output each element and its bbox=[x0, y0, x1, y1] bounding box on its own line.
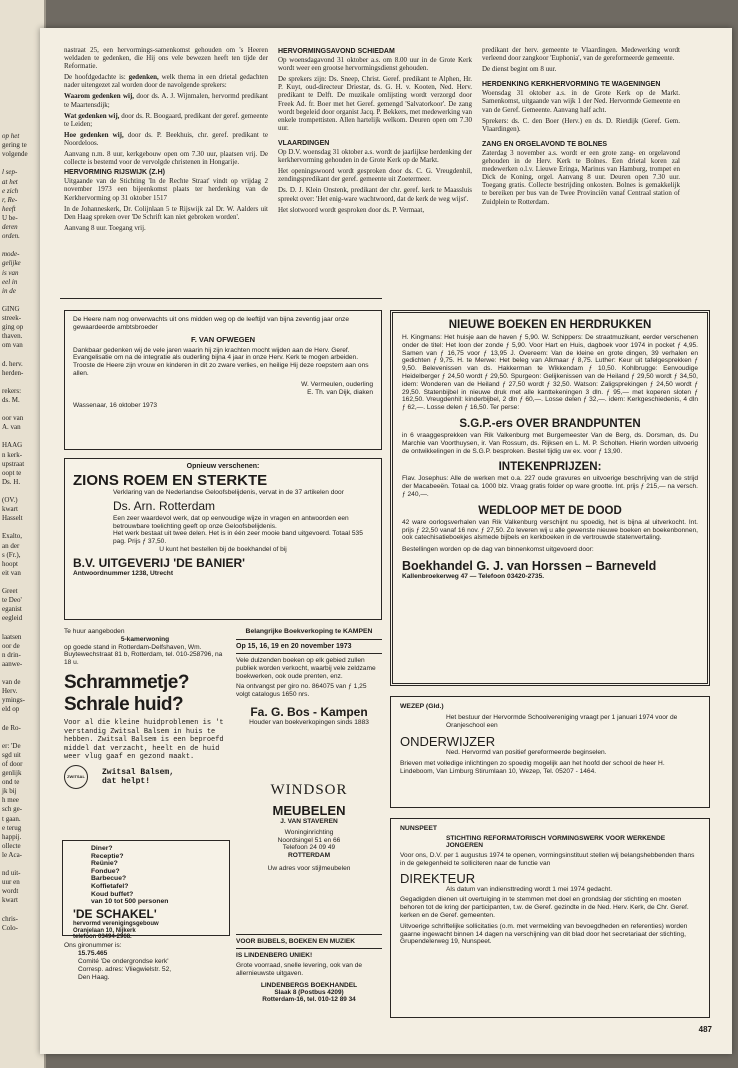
prev-page-line: op het bbox=[2, 132, 20, 140]
windsor-line-6: Uw adres voor stijlmeubelen bbox=[267, 864, 351, 872]
rent-type: 5-kamerwoning bbox=[120, 635, 170, 643]
headline-rijswijk: HERVORMING RIJSWIJK (Z.H) bbox=[64, 169, 165, 177]
banier-subtitle: Verklaring van de Nederlandse Geloofsbelijdenis, vervat in de 37 artikelen door bbox=[113, 489, 344, 496]
prev-page-line: te Deo' bbox=[2, 596, 22, 605]
prev-page-line: sgd uit bbox=[2, 750, 21, 759]
prev-page-line: Herv. bbox=[2, 687, 18, 696]
schakel-sub: hervormd verenigingsgebouw bbox=[73, 920, 159, 927]
obituary-notice bbox=[64, 310, 382, 450]
prev-page-line: (OV.) bbox=[2, 496, 18, 504]
lindenbergs-name: LINDENBERGS BOEKHANDEL bbox=[260, 981, 358, 989]
wezep-subtitle: Ned. Hervormd van positief gereformeerde beginselen. bbox=[446, 748, 607, 756]
prev-page-line: jk bij bbox=[2, 787, 17, 796]
col1-para-1: nastraat 25, een hervormings-samenkomst gehouden om 's Heeren weldaden te gedenken, die Hij ons vele bewezen heeft ten tijde der Reformatie. bbox=[64, 46, 268, 71]
wezep-title: ONDERWIJZER bbox=[400, 733, 496, 749]
horssen-list: H. Kingmans: Het huisje aan de haven ƒ 5,90. W. Schippers: De straatmuzikant, eerder verschenen onder de titel: Het loon der zonde ƒ 5,90. Voor Hart en Huis, dagboek voor 1974 in pocket ƒ 4,95. Samen van ƒ 16,75 voor ƒ 13,95 J. Overeem: Van de kleine en grote dingen, 39 verhalen en gedichten ƒ 9,75. H. te Merwe: Het beleg van Alkmaar ƒ 8,75. Luther: Keur uit tafelgesprekken ƒ 9,50. Belevenissen van ds. Hakkerman te Wikkendam ƒ 10,50. Kohlbrugge: Eenvoudige Heidelberger ƒ 24,50 wordt ƒ 29,50. Spurgeon: Gelijkenissen van de Heiland ƒ 29,50 wordt ƒ 34,50, idem: Wonderen van de Heiland ƒ 27,50 wordt ƒ 32,50. Watson: Zaligsprekingen ƒ 24,50 wordt ƒ 29,50. Statenbijbel in nieuwe druk met alle kanttekeningen 3 dln. ƒ 95,— met koperen sloten ƒ 162,50. Vreugdenhil: kinderbijbel, 2 dln ƒ 60,—. Losse delen ƒ 32,—. idem: Kerkgeschiedenis, 4 dln ƒ 62,—. Losse delen ƒ 16,50. Ter perse: bbox=[402, 334, 698, 412]
prev-page-line: le Aca- bbox=[2, 850, 23, 859]
windsor-title: MEUBELEN bbox=[272, 803, 346, 818]
windsor-line-5: ROTTERDAM bbox=[287, 852, 331, 860]
prev-page-line: an der bbox=[2, 541, 20, 550]
prev-page-line: streek- bbox=[2, 314, 22, 322]
windsor-line-2: Woninginrichting bbox=[284, 828, 334, 836]
schakel-item: Receptie? bbox=[91, 852, 124, 860]
prev-page-line: GING bbox=[2, 304, 20, 313]
obit-text-1: Dankbaar gedenken wij de vele jaren waarin hij zijn krachten mocht wijden aan de Herv. Geref. Evangelisatie om na de integratie als ouderling bijna 4 jaar in onze Herv. Kerk te mogen arbeiden. bbox=[73, 346, 359, 362]
prev-page-line: oor van bbox=[2, 414, 24, 423]
horssen-heading-sgp: S.G.P.-ers OVER BRANDPUNTEN bbox=[459, 417, 641, 430]
bos-heading: Belangrijke Boekverkoping te KAMPEN bbox=[245, 628, 373, 635]
prev-page-line: HAAG bbox=[2, 441, 23, 450]
bos-advertisement bbox=[236, 628, 382, 727]
col2-para-1: Op woensdagavond 31 oktober a.s. om 8.00 uur in de Grote Kerk wordt weer een grootse hervormingsdienst gehouden. bbox=[278, 56, 472, 73]
prev-page-line: er: 'De bbox=[2, 741, 21, 750]
lindenbergs-heading-1: VOOR BIJBELS, BOEKEN EN MUZIEK bbox=[236, 938, 356, 945]
obit-place-date: Wassenaar, 16 oktober 1973 bbox=[73, 402, 158, 410]
prev-page-line: n kerk- bbox=[2, 450, 23, 459]
nunspeet-heading: STICHTING REFORMATORISCH VORMINGSWERK VOOR WERKENDE JONGEREN bbox=[446, 835, 666, 849]
obit-text-2: Trooste de Heere zijn vrouw en kinderen in dit zo zware verlies, en heilige Hij deze roepstem aan ons allen. bbox=[73, 362, 369, 377]
prev-page-line: heeft bbox=[2, 204, 16, 213]
prev-page-line: e zich bbox=[2, 186, 19, 195]
horssen-sgp-text: in 6 vraaggesprekken van Rik Valkenburg met Burgemeester Van de Berg, ds. Dorsman, ds. Du Marchie van Voorthuysen, ir. Van Rossum, ds. Rijksen en L. M. P. Scholten. Hierin worden uitvoerig de ontwikkelingen in de S.G.P. besproken. Bestel tijdig uw ex. voor ƒ 13,90. bbox=[402, 431, 698, 455]
prev-page-line: Ds. H. bbox=[2, 477, 21, 486]
banier-publisher: B.V. UITGEVERIJ 'DE BANIER' bbox=[73, 555, 245, 570]
col3-para-2: De dienst begint om 8 uur. bbox=[482, 65, 557, 74]
zwitsal-tag: dat helpt! bbox=[102, 776, 151, 786]
horssen-book-advertisement bbox=[390, 310, 710, 686]
headline-vlaardingen: VLAARDINGEN bbox=[278, 139, 330, 147]
obit-signature-1: W. Vermeulen, ouderling bbox=[301, 380, 373, 388]
schakel-address: Oranjelaan 10, Nijkerk bbox=[73, 927, 136, 934]
zwitsal-footer bbox=[64, 765, 226, 789]
prev-page-line: Hasselt bbox=[2, 514, 23, 523]
banier-advertisement bbox=[64, 458, 382, 620]
col2-para-2: De sprekers zijn: Ds. Sneep, Christ. Geref. predikant te Alphen, Hr. P. Kuyt, oud-directeur Driestar, ds. G. H. v. Kooten, Ned. Herv. predikant te Delft. De muzikale omlijsting wordt verzorgd door Freek Ad. fr. Boer met het Geref. gemengd 'Salvatorkoor'. De zang wordt begeleid door organist Jacq. P. Bekkers, met medewerking van enkele trompettisten. Allen hartelijk welkom. Deuren open om 7.30 uur. bbox=[278, 75, 472, 132]
prev-page-line: oopt te bbox=[2, 468, 22, 477]
col1-para-8: In de Johanneskerk, Dr. Colijnlaan 5 te Rijswijk zal Dr. W. Aalders uit Den Haag spreken over 'De Schrift kan niet gebroken worden'. bbox=[64, 204, 268, 221]
giro-number: 15.75.465 bbox=[78, 950, 108, 957]
prev-page-line: A. van bbox=[2, 423, 21, 432]
giro-committee: Comité 'De ondergrondse kerk' bbox=[78, 958, 169, 965]
horssen-order-text: Bestellingen worden op de dag van binnenkomst uitgevoerd door: bbox=[402, 546, 594, 554]
prev-page-line: hoopt bbox=[2, 559, 18, 568]
prev-page-line: eit van bbox=[2, 568, 21, 577]
prev-page-line: at het bbox=[2, 177, 18, 186]
prev-page-line: om van bbox=[2, 341, 23, 350]
col2-para-5: Ds. D. J. Klein Onstenk, predikant der chr. geref. kerk te Maassluis spreekt over: 'Het enig-ware wachtwoord, dat de kerk de weg wijst'. bbox=[278, 186, 472, 203]
headline-bolnes: ZANG EN ORGELAVOND TE BOLNES bbox=[482, 140, 608, 148]
prev-page-line: nd uit- bbox=[2, 869, 21, 878]
article-column-1 bbox=[64, 46, 268, 235]
divider bbox=[236, 948, 382, 949]
banier-body-2: Het werk bestaat uit twee delen. Het is in één zeer mooie band uitgevoerd. Totaal 535 pag. Prijs ƒ 37,50. bbox=[113, 530, 363, 546]
obit-intro: De Heere nam nog onverwachts uit ons midden weg op de leeftijd van bijna zeventig jaar onze gewaardeerde ambtsbroeder bbox=[73, 316, 350, 331]
banier-body: Een zeer waardevol werk, dat op eenvoudige wijze in vragen en antwoorden een betrouwbare toelichting geeft op onze Geloofsbelijdenis. bbox=[113, 514, 349, 530]
prev-page-line: eganist bbox=[2, 605, 22, 614]
page-number: 487 bbox=[698, 1025, 712, 1034]
obit-signature-2: E. Th. van Dijk, diaken bbox=[307, 388, 373, 396]
prev-page-line: eegleid bbox=[2, 614, 23, 623]
lindenbergs-text: Grote voorraad, snelle levering, ook van de allernieuwste uitgaven. bbox=[236, 962, 363, 977]
prev-page-line: e terug bbox=[2, 823, 22, 832]
giro-intro: Ons gironummer is: bbox=[64, 942, 122, 949]
prev-page-line: s (Fr.), bbox=[2, 550, 21, 559]
wezep-contact: Brieven met volledige inlichtingen zo spoedig mogelijk aan het hoofd der school de heer H. Lindeboom, Van Limburg Stirumlaan 10, Wezep, Tel. 05207 - 1464. bbox=[400, 760, 665, 776]
giro-address: Corresp. adres: Vliegwielstr. 52, bbox=[78, 966, 172, 973]
bos-name: Fa. G. Bos - Kampen bbox=[250, 704, 368, 719]
divider bbox=[236, 934, 382, 935]
windsor-line-3: Noordsingel 51 en 66 bbox=[277, 836, 341, 844]
zwitsal-headline-1: Schrammetje? bbox=[64, 671, 189, 693]
nunspeet-location: NUNSPEET bbox=[400, 825, 438, 832]
prev-page-line: ond te bbox=[2, 778, 20, 787]
prev-page-line: r, Re- bbox=[2, 195, 18, 204]
windsor-owner: J. VAN STAVEREN bbox=[280, 818, 338, 825]
bos-dates: Op 15, 16, 19 en 20 november 1973 bbox=[236, 643, 352, 650]
prev-page-line: gering te bbox=[2, 141, 27, 150]
prev-page-line: oor de bbox=[2, 641, 20, 650]
nunspeet-title: DIREKTEUR bbox=[400, 870, 476, 886]
col2-para-6: Het slotwoord wordt gesproken door ds. P. Vermaat, bbox=[278, 205, 425, 214]
prev-page-line: sch ge- bbox=[2, 805, 23, 814]
windsor-line-4: Telefoon 24 09 49 bbox=[282, 844, 336, 852]
prev-page-line: de Ro- bbox=[2, 723, 21, 732]
rent-heading: Te huur aangeboden bbox=[64, 628, 125, 635]
prev-page-line: aanwe- bbox=[2, 659, 23, 668]
bos-sub: Houder van boekverkopingen sinds 1883 bbox=[249, 718, 369, 726]
banier-author: Ds. Arn. Rotterdam bbox=[113, 498, 216, 513]
prev-page-line: wordt bbox=[2, 887, 19, 896]
col3-para-5: Zaterdag 3 november a.s. wordt er een grote zang- en orgelavond gehouden in de Herv. Kerk te Bolnes. Een drietal koren zal medewerken o.l.v. Lieuwe Eringa, Marinus van Hamburg, trompet en Dick de Koning, orgel. Aanvang 8 uur. Deuren open 7.30 uur. Toegang gratis. Collecte bestrijding onkosten. Bolnes is gemakkelijk te bereiken per bus van de Twee Provinciën vanaf Centraal station of Zuidplein te Rotterdam. bbox=[482, 148, 680, 206]
prev-page-line: h mee bbox=[2, 796, 19, 805]
col1-para-6: Aanvang n.m. 8 uur, kerkgebouw open om 7.30 uur, plaatsen vrij. De collecte is bestemd voor de vervolgde christenen in Hongarije. bbox=[64, 150, 268, 167]
zwitsal-logo: ZWITSAL bbox=[64, 765, 88, 789]
headline-wageningen: HERDENKING KERKHERVORMING TE WAGENINGEN bbox=[482, 81, 661, 89]
prev-page-line: ollecte bbox=[2, 841, 21, 850]
prev-page-line: Exalto, bbox=[2, 532, 23, 541]
prev-page-line: d. herv. bbox=[2, 359, 23, 368]
divider bbox=[236, 639, 382, 640]
schakel-item: Barbecue? bbox=[91, 875, 127, 883]
col1-para-2: De hoofdgedachte is: gedenken, welk thema in een drietal gedachten nader uitengezet zal worden door de navolgende sprekers: bbox=[64, 73, 268, 90]
lindenbergs-heading-2: IS LINDENBERG UNIEK! bbox=[236, 952, 313, 959]
schakel-name: 'DE SCHAKEL' bbox=[73, 906, 157, 921]
prev-page-line: orden. bbox=[2, 232, 20, 241]
prev-page-line: volgende bbox=[2, 150, 28, 159]
col1-para-4: Wat gedenken wij, door ds. R. Boogaard, predikant der geref. gemeente te Leiden; bbox=[64, 111, 268, 128]
schakel-item: Diner? bbox=[91, 845, 113, 852]
newspaper-page bbox=[40, 28, 732, 1054]
article-column-3 bbox=[482, 46, 680, 209]
prev-page-line: thaven. bbox=[2, 332, 23, 341]
prev-page-line: gelijke bbox=[2, 259, 21, 268]
bos-text-2: Na ontvangst per giro no. 864075 van ƒ 1,25 volgt catalogus 1650 nrs. bbox=[236, 683, 367, 699]
giro-city: Den Haag. bbox=[78, 974, 110, 981]
col1-para-9: Aanvang 8 uur. Toegang vrij. bbox=[64, 223, 146, 232]
prev-page-line: l sep- bbox=[2, 168, 18, 177]
wezep-location: WEZEP (Gld.) bbox=[400, 703, 444, 710]
nunspeet-vacancy bbox=[390, 818, 710, 1018]
horssen-shop-name: Boekhandel G. J. van Horssen – Barneveld bbox=[402, 558, 657, 573]
windsor-advertisement bbox=[236, 782, 382, 912]
giro-notice bbox=[64, 942, 232, 982]
nunspeet-date: Als datum van indiensttreding wordt 1 mei 1974 gedacht. bbox=[446, 885, 613, 893]
prev-page-line: ymings- bbox=[2, 696, 25, 705]
prev-page-line: rekers: bbox=[2, 386, 22, 395]
prev-page-line: ging op bbox=[2, 323, 24, 332]
horssen-wedloop-text: 42 ware oorlogsverhalen van Rik Valkenburg verschijnt nu spoedig, het is bijna al uitverkocht. Int. prijs ƒ 22,50 vanaf 16 nov. ƒ 27,50. Zo leveren wij u alle gewenste nieuwe boeken en boekenbonnen, ook catechisatieboekjes alsmede bijbels en kerkboeken in de vertrouwde statenvertaling. bbox=[402, 518, 698, 542]
zwitsal-brand: Zwitsal Balsem, bbox=[102, 767, 175, 777]
prev-page-line: genlijk bbox=[2, 769, 22, 777]
prev-page-line: kwart bbox=[2, 505, 18, 514]
prev-page-line: U be- bbox=[2, 213, 18, 222]
divider bbox=[60, 298, 382, 299]
prev-page-line: is van bbox=[2, 268, 19, 277]
schakel-phone: telefoon 03494-2968. bbox=[73, 934, 132, 941]
zwitsal-advertisement bbox=[64, 628, 226, 828]
schakel-item: Koffietafel? bbox=[91, 882, 129, 890]
horssen-heading-subscription: INTEKENPRIJZEN: bbox=[498, 461, 602, 474]
banier-title: ZIONS ROEM EN STERKTE bbox=[73, 472, 268, 489]
prev-page-line: n drin- bbox=[2, 650, 21, 659]
horssen-address: Kallenbroekerweg 47 — Telefoon 03420-2735. bbox=[402, 572, 545, 580]
prev-page-line: upstraat bbox=[2, 459, 25, 468]
zwitsal-tagline bbox=[102, 768, 174, 786]
prev-page-line: t gaan. bbox=[2, 814, 21, 823]
rent-details: op goede stand in Rotterdam-Delfshaven, Wm. Buytewechstraat 81 b, Rotterdam, tel. 010-258796, na 18 u. bbox=[64, 643, 223, 667]
col3-para-4: Sprekers: ds. C. den Boer (Herv.) en ds. D. Rietdijk (Geref. Gem. Vlaardingen). bbox=[482, 116, 680, 133]
schakel-items bbox=[73, 845, 219, 906]
col1-para-7: Uitgaande van de Stichting 'In de Rechte Straat' vindt op vrijdag 2 november 1973 een bijeenkomst plaats ter herdenking van de Kerkhervorming op 31 oktober 1517 bbox=[64, 177, 268, 202]
banier-address: Antwoordnummer 1238, Utrecht bbox=[73, 569, 174, 577]
bos-text-1: Vele dulzenden boeken op elk gebied zullen publiek worden verkocht, waarbij vele zeldzame boekwerken, ook oude prenten, enz. bbox=[236, 657, 376, 680]
obit-name: F. VAN OFWEGEN bbox=[190, 334, 256, 344]
col3-para-1: predikant der herv. gemeente te Vlaardingen. Medewerking wordt verleend door zangkoor 'Euphonia', van de gereformeerde gemeente. bbox=[482, 46, 680, 63]
schakel-item: van 10 tot 500 personen bbox=[91, 898, 169, 906]
nunspeet-requirements: Gegadigden dienen uit overtuiging in te stemmen met doel en grondslag der stichting en moeten behoren tot de kring der participanten, t.w. de Geref. gezindte in de Ned. Herv. Kerk, de Chr. Geref. kerken en de Geref. gemeenten. bbox=[400, 896, 689, 919]
lindenbergs-advertisement bbox=[236, 934, 382, 1003]
banier-body-3: U kunt het bestellen bij de boekhandel of bij bbox=[159, 545, 287, 553]
divider bbox=[236, 653, 382, 654]
prev-page-line: kwart bbox=[2, 896, 18, 905]
zwitsal-body: Voor al die kleine huidproblemen is 't verstandig Zwitsal Balsem in huis te hebben. Zwitsal Balsem is een beproefd middel dat verzacht, heelt en de huid weer vlug gaaf en gezond maakt. bbox=[64, 718, 224, 762]
prev-page-line: laatsen bbox=[2, 632, 22, 641]
nunspeet-application: Uitvoerige schriftelijke sollicitaties (o.m. met vermelding van bevoegdheden en referenties) worden gaarne ingewacht binnen 14 dagen na verschijning van dit blad door het secretariaat der stichting, Grupendelerweg 19, Nunspeet. bbox=[400, 922, 688, 946]
prev-page-line: uur en bbox=[2, 878, 20, 887]
prev-page-line: of door bbox=[2, 759, 23, 768]
prev-page-line: herden- bbox=[2, 368, 24, 377]
col2-para-3: Op D.V. woensdag 31 oktober a.s. wordt de jaarlijkse herdenking der kerkhervorming gehouden in de Grote Kerk op de Markt. bbox=[278, 148, 472, 165]
wezep-intro: Het bestuur der Hervormde Schoolvereniging vraagt per 1 januari 1974 voor de Oranjeschool een bbox=[446, 714, 678, 729]
horssen-heading-wedloop: WEDLOOP MET DE DOOD bbox=[478, 504, 622, 517]
prev-page-line: van de bbox=[2, 678, 21, 686]
nunspeet-intro: Voor ons, D.V. per 1 augustus 1974 te openen, vormingsinstituut stellen wij belangshebbenden thans in de gelegenheid te solliciteren naar de functie van bbox=[400, 852, 695, 867]
prev-page-line: happij. bbox=[2, 832, 22, 841]
prev-page-line: mode- bbox=[2, 250, 20, 259]
lindenbergs-city: Rotterdam-16, tel. 010-12 89 34 bbox=[262, 995, 356, 1003]
col3-para-3: Woensdag 31 oktober a.s. in de Grote Kerk op de Markt. Samenkomst, uitgaande van wijk 1 der Ned. Hervormde Gemeente en van de Geref. Gemeente. Aanvang half acht. bbox=[482, 89, 680, 114]
prev-page-line: eel in bbox=[2, 277, 18, 286]
prev-page-line: eld op bbox=[2, 705, 20, 714]
lindenbergs-address: Slaak 8 (Postbus 4209) bbox=[274, 988, 344, 996]
schakel-item: Fondue? bbox=[91, 867, 120, 875]
horssen-title: NIEUWE BOEKEN EN HERDRUKKEN bbox=[448, 319, 652, 331]
col1-para-3: Waarom gedenken wij, door ds. A. J. Wijnmalen, hervormd predikant te Maartensdijk; bbox=[64, 92, 268, 109]
wezep-vacancy bbox=[390, 696, 710, 808]
col1-para-5: Hoe gedenken wij, door ds. P. Beekhuis, chr. geref. predikant te Noordeloos. bbox=[64, 130, 269, 147]
prev-page-line: deren bbox=[2, 223, 18, 231]
col2-para-4: Het openingswoord wordt gesproken door ds. C. G. Vreugdenhil, zendingspredikant der geref. gemeente uit Zoetermeer. bbox=[278, 167, 472, 184]
headline-schiedam: HERVORMINGSAVOND SCHIEDAM bbox=[278, 48, 395, 55]
windsor-logo: WINDSOR bbox=[270, 782, 348, 798]
zwitsal-headline-2: Schrale huid? bbox=[64, 693, 184, 715]
schakel-advertisement bbox=[62, 840, 230, 941]
prev-page-line: ds. M. bbox=[2, 395, 20, 404]
horssen-subscription-text: Flav. Josephus: Alle de werken met o.a. 227 oude gravures en uitvoerige beschrijving van de strijd der Macabeeën. Totaal ca. 1000 blz. Vraag gratis folder op ware grootte. Int. prijs ƒ 215,— na versch. ƒ 240,—. bbox=[402, 475, 698, 498]
schakel-item: Koud buffet? bbox=[91, 890, 134, 898]
article-column-2 bbox=[278, 46, 472, 217]
prev-page-line: Greet bbox=[2, 587, 18, 595]
prev-page-line: chris- bbox=[2, 914, 18, 923]
prev-page-line: Colo- bbox=[2, 923, 18, 932]
schakel-item: Reünie? bbox=[91, 860, 118, 868]
prev-page-line: in de bbox=[2, 286, 16, 295]
banier-kicker: Opnieuw verschenen: bbox=[186, 463, 260, 470]
